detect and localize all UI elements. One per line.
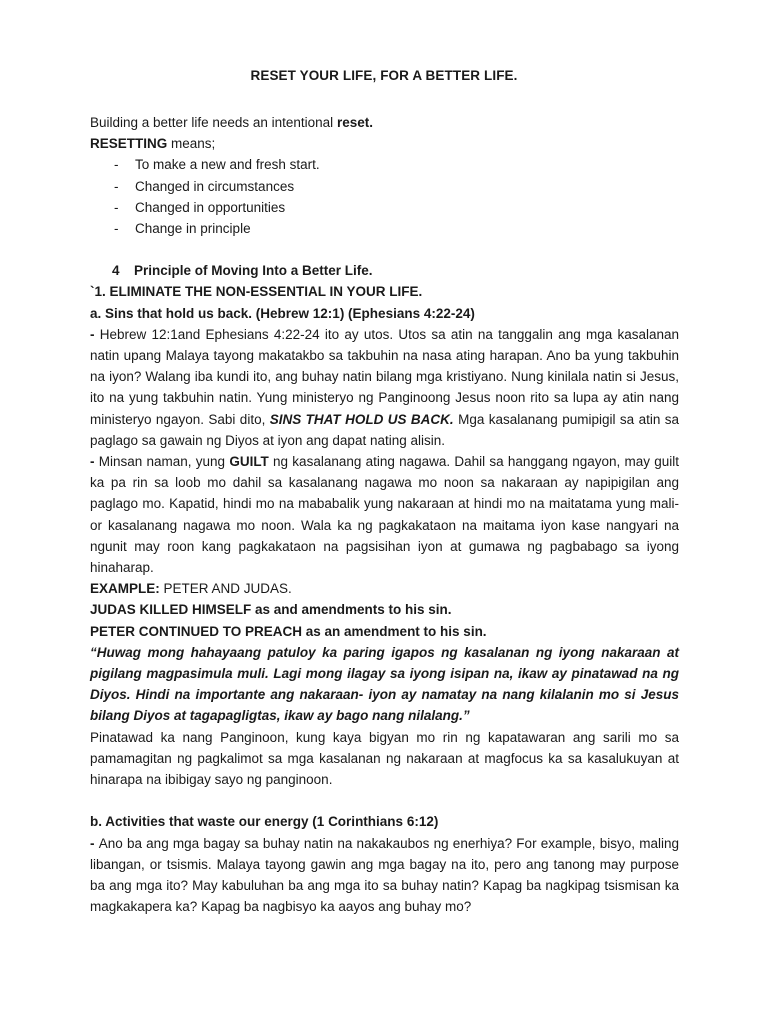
spacer (90, 790, 679, 811)
paragraph-a1-text: Hebrew 12:1and Ephesians 4:22-24 ito ay utos. Utos sa atin na tanggalin ang mga kasalanan natin upang Malaya tayong makatakbo sa takbuhin na nasa ating harapan. Ano ba yung takbuhin na iyon? Walang iba kundi ito, ang buhay natin bilang mga kristiyano. Nung kinilala natin si Jesus, ito na yung takbuhin natin. Yung ministeryo ng Panginoong Jesus noon rito sa lupa ay atin nang ministeryo ngayon. Sabi dito, (90, 326, 680, 427)
list-dash: - (114, 221, 119, 237)
intro-line (90, 112, 679, 133)
example-text: PETER AND JUDAS. (159, 581, 292, 597)
list-item (90, 197, 679, 218)
paragraph-dash: - (90, 326, 100, 342)
forgive-paragraph: Pinatawad ka nang Panginoon, kung kaya bigyan mo rin ng kapatawaran ang sarili mo sa pamamagitan ng pagkalimot sa mga kasalanan ng nakaraan at magfocus ka sa kasalukuyan at hinarapa na ibibigay sayo ng panginoon. (90, 729, 679, 788)
principle-number: 4 (112, 263, 120, 279)
paragraph-b1-text: Ano ba ang mga bagay sa buhay natin na nakakaubos ng enerhiya? For example, bisyo, maling libangan, or tsismis. Malaya tayong gawin ang mga bagay na ito, pero ang tanong may purpose ba ang mga ito? May kabuluhan ba ang mga ito sa buhay natin? Kapag ba nagkipag tsismisan ka magkakapera ka? Kapag ba nagbisyo ka aayos ang buhay mo? (90, 835, 680, 915)
list-item-text: Changed in opportunities (135, 199, 286, 215)
peter-line-text: PETER CONTINUED TO PREACH as an amendment to his sin. (90, 623, 487, 639)
paragraph-dash: - (90, 835, 99, 851)
intro-bold: reset. (336, 115, 373, 130)
list-item (90, 176, 679, 197)
list-dash: - (114, 199, 119, 215)
resetting-bold: RESETTING (90, 136, 168, 152)
section-b-heading (90, 811, 679, 832)
intro-text: Building a better life needs an intentional (90, 115, 337, 130)
principle-heading (90, 260, 679, 281)
section-a-heading (90, 303, 679, 324)
paragraph-a2 (90, 451, 679, 578)
paragraph-a1-emphasis: SINS THAT HOLD US BACK. (269, 411, 454, 427)
list-item-text: Changed in circumstances (135, 178, 295, 194)
paragraph-a2-text: Minsan naman, yung (98, 454, 230, 470)
list-dash: - (114, 178, 119, 194)
judas-line (90, 599, 679, 620)
eliminate-heading-text: `1. ELIMINATE THE NON-ESSENTIAL IN YOUR LIFE. (90, 284, 423, 300)
quote-paragraph: “Huwag mong hahayaang patuloy ka paring igapos ng kasalanan ng iyong nakaraan at pigilang magpasimula muli. Lagi mong ilagay sa iyong isipan na, ikaw ay pinatawad na ng Diyos. Hindi na importante ang nakaraan- iyon ay namatay na nang kilalanin mo si Jesus bilang Diyos at tagapagligtas, ikaw ay bago nang nilalang.” (90, 644, 679, 724)
document-title: RESET YOUR LIFE, FOR A BETTER LIFE. (250, 68, 518, 83)
list-item (90, 218, 679, 239)
list-item-text: Change in principle (135, 221, 251, 237)
resetting-list (90, 154, 679, 239)
example-label: EXAMPLE: (90, 581, 160, 597)
paragraph-a2-text2: ng kasalanang ating nagawa. Dahil sa hanggang ngayon, may guilt ka pa rin sa loob mo dahil sa kasalanang nagawa mo noon sa nakaraan ay napipigilan ang paglago mo. Kapatid, hindi mo na mababalik yung nakaraan at hindi mo na maitatama yung mali-or kasalanang nagawa mo noon. Wala ka ng pagkakataon na maitama iyon kase nangyari na ngunit may roon kang pagkakataon na pagsisihan iyon at gumawa ng pagbabago sa iyong hinaharap. (90, 454, 680, 576)
judas-line-text: JUDAS KILLED HIMSELF as and amendments to his sin. (90, 602, 452, 618)
paragraph-a1 (90, 324, 679, 451)
paragraph-a1-text2: Mga kasalanang pumipigil sa atin sa paglago sa gawain ng Diyos at iyon ang dapat nating alisin. (90, 411, 679, 448)
section-b-heading-text: b. Activities that waste our energy (1 Corinthians 6:12) (90, 814, 439, 830)
spacer (90, 239, 679, 260)
list-item-text: To make a new and fresh start. (135, 157, 320, 173)
principle-text: Principle of Moving Into a Better Life. (134, 263, 373, 279)
paragraph-a2-bold: GUILT (229, 454, 269, 470)
eliminate-heading (90, 281, 679, 302)
paragraph-b1 (90, 833, 679, 918)
peter-line (90, 621, 679, 642)
list-dash: - (114, 157, 119, 173)
section-a-heading-text: a. Sins that hold us back. (Hebrew 12:1) (Ephesians 4:22-24) (90, 305, 475, 321)
resetting-text: means; (167, 136, 216, 152)
document-body (90, 112, 679, 917)
list-item (90, 154, 679, 175)
example-line (90, 578, 679, 599)
resetting-line (90, 133, 679, 154)
paragraph-dash: - (90, 454, 99, 470)
